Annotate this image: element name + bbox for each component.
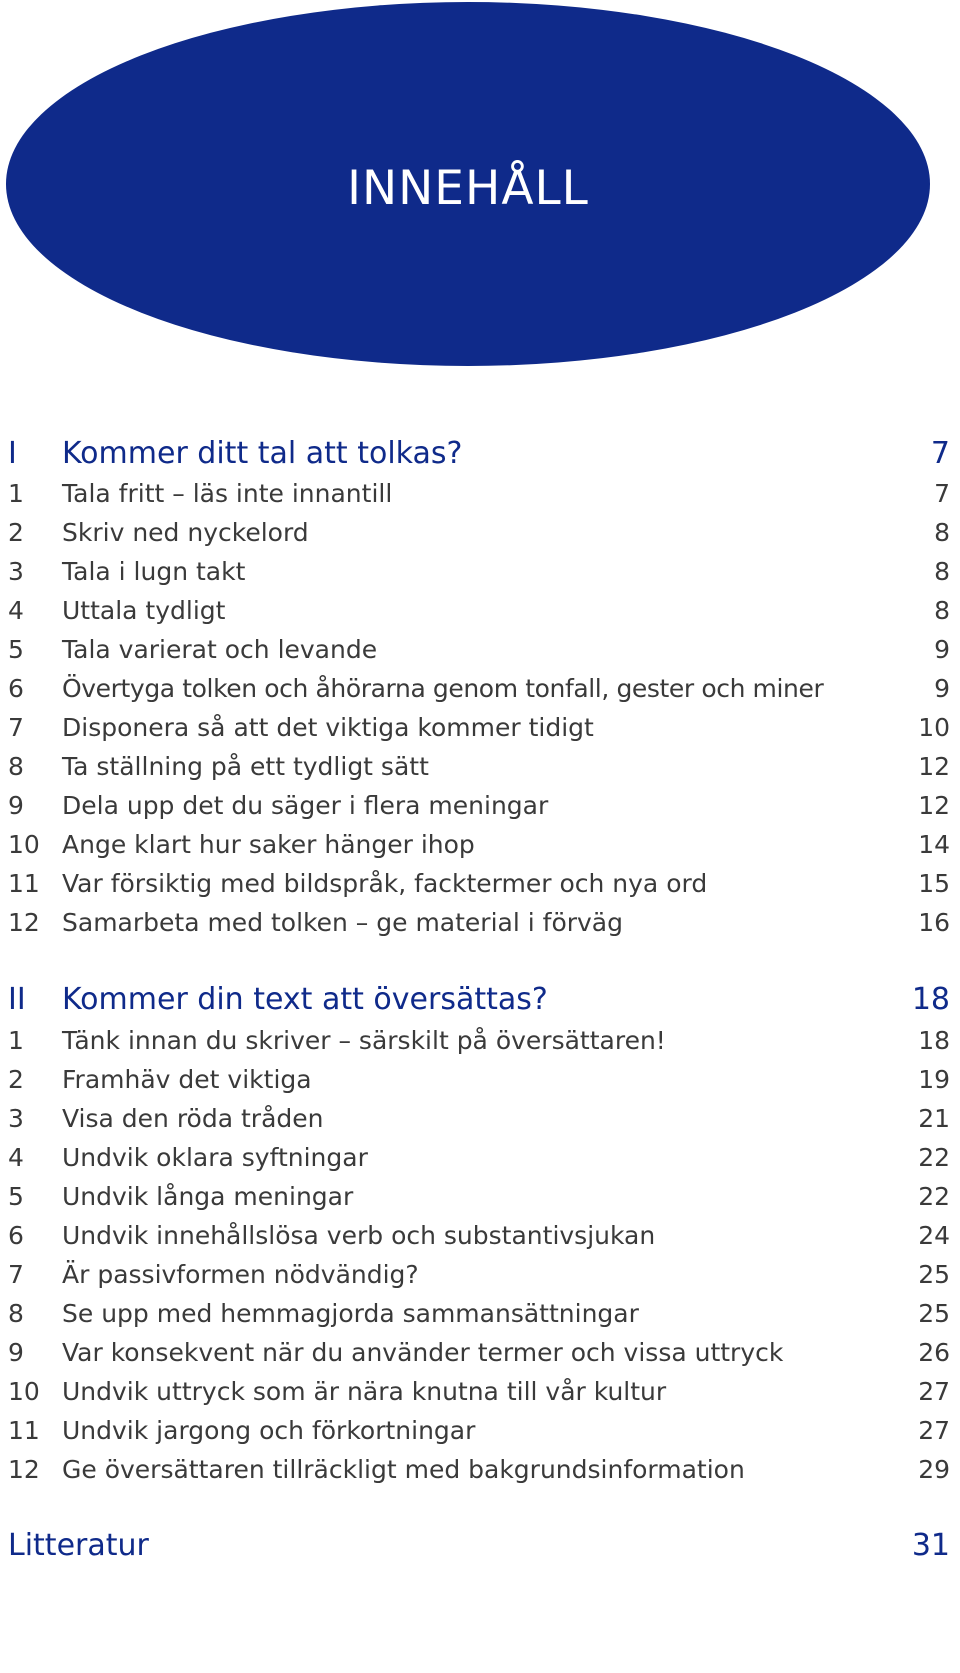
entry-number: 8	[8, 752, 24, 781]
toc-entry[interactable]	[8, 1371, 950, 1413]
toc-entry[interactable]	[8, 902, 950, 944]
entry-page: 8	[934, 596, 950, 625]
section-page: 7	[930, 436, 950, 471]
entry-page: 27	[918, 1377, 950, 1406]
entry-number: 5	[8, 1182, 24, 1211]
toc-entry[interactable]	[8, 1176, 950, 1218]
entry-page: 29	[918, 1455, 950, 1484]
toc-section-2[interactable]	[8, 979, 950, 1021]
entry-number: 6	[8, 674, 24, 703]
entry-title: Undvik innehållslösa verb och substantivsjukan	[62, 1221, 656, 1250]
entry-title: Undvik uttryck som är nära knutna till vår kultur	[62, 1377, 667, 1406]
section-page: 18	[911, 982, 950, 1017]
entry-page: 9	[934, 635, 950, 664]
entry-title: Var försiktig med bildspråk, facktermer och nya ord	[62, 869, 708, 898]
toc-entry[interactable]	[8, 473, 950, 515]
entry-title: Visa den röda tråden	[62, 1104, 324, 1133]
entry-number: 7	[8, 713, 24, 742]
entry-page: 18	[918, 1026, 950, 1055]
section-title: Kommer din text att översättas?	[62, 982, 548, 1017]
page-title: INNEHÅLL	[347, 160, 589, 216]
entry-page: 12	[918, 791, 950, 820]
entry-number: 12	[8, 908, 40, 937]
literature-page: 31	[911, 1528, 950, 1563]
entry-page: 10	[918, 713, 950, 742]
section-title: Kommer ditt tal att tolkas?	[62, 436, 463, 471]
entry-number: 5	[8, 635, 24, 664]
entry-page: 7	[934, 479, 950, 508]
toc-entry[interactable]	[8, 1293, 950, 1335]
entry-number: 3	[8, 557, 24, 586]
entry-page: 27	[918, 1416, 950, 1445]
entry-page: 26	[918, 1338, 950, 1367]
entry-title: Undvik oklara syftningar	[62, 1143, 368, 1172]
entry-number: 11	[8, 869, 40, 898]
toc-section-1[interactable]	[8, 433, 950, 475]
entry-page: 25	[918, 1299, 950, 1328]
entry-page: 22	[918, 1143, 950, 1172]
entry-number: 9	[8, 1338, 24, 1367]
entry-number: 7	[8, 1260, 24, 1289]
toc-entry[interactable]	[8, 1059, 950, 1101]
toc-entry[interactable]	[8, 668, 950, 710]
toc-entry[interactable]	[8, 629, 950, 671]
entry-title: Skriv ned nyckelord	[62, 518, 309, 547]
toc-literature[interactable]	[8, 1525, 950, 1567]
literature-title: Litteratur	[8, 1528, 149, 1563]
entry-title: Ta ställning på ett tydligt sätt	[62, 752, 429, 781]
toc-entry[interactable]	[8, 1332, 950, 1374]
toc-entry[interactable]	[8, 1137, 950, 1179]
entry-title: Övertyga tolken och åhörarna genom tonfall, gester och miner	[62, 674, 824, 703]
toc-entry[interactable]	[8, 824, 950, 866]
entry-page: 15	[918, 869, 950, 898]
entry-number: 1	[8, 479, 24, 508]
toc-entry[interactable]	[8, 512, 950, 554]
entry-page: 25	[918, 1260, 950, 1289]
entry-title: Framhäv det viktiga	[62, 1065, 312, 1094]
entry-page: 21	[918, 1104, 950, 1133]
entry-title: Tala fritt – läs inte innantill	[62, 479, 393, 508]
entry-page: 22	[918, 1182, 950, 1211]
toc-entry[interactable]	[8, 1449, 950, 1491]
toc-entry[interactable]	[8, 746, 950, 788]
entry-title: Disponera så att det viktiga kommer tidigt	[62, 713, 594, 742]
entry-title: Ge översättaren tillräckligt med bakgrundsinformation	[62, 1455, 745, 1484]
entry-number: 10	[8, 830, 40, 859]
entry-page: 19	[918, 1065, 950, 1094]
entry-number: 8	[8, 1299, 24, 1328]
section-number: I	[8, 436, 17, 471]
entry-page: 8	[934, 518, 950, 547]
entry-number: 4	[8, 1143, 24, 1172]
toc-entry[interactable]	[8, 1254, 950, 1296]
toc-entry[interactable]	[8, 1098, 950, 1140]
entry-title: Tala varierat och levande	[62, 635, 378, 664]
entry-title: Var konsekvent när du använder termer och vissa uttryck	[62, 1338, 784, 1367]
entry-title: Tala i lugn takt	[62, 557, 246, 586]
entry-page: 16	[918, 908, 950, 937]
entry-title: Se upp med hemmagjorda sammansättningar	[62, 1299, 639, 1328]
toc-entry[interactable]	[8, 551, 950, 593]
entry-number: 10	[8, 1377, 40, 1406]
entry-title: Tänk innan du skriver – särskilt på översättaren!	[62, 1026, 666, 1055]
entry-title: Undvik jargong och förkortningar	[62, 1416, 476, 1445]
toc-entry[interactable]	[8, 1020, 950, 1062]
entry-title: Samarbeta med tolken – ge material i förväg	[62, 908, 623, 937]
entry-number: 4	[8, 596, 24, 625]
entry-title: Är passivformen nödvändig?	[62, 1260, 419, 1289]
entry-number: 12	[8, 1455, 40, 1484]
entry-title: Dela upp det du säger i flera meningar	[62, 791, 549, 820]
entry-page: 12	[918, 752, 950, 781]
entry-number: 1	[8, 1026, 24, 1055]
toc-entry[interactable]	[8, 863, 950, 905]
toc-entry[interactable]	[8, 590, 950, 632]
entry-page: 14	[918, 830, 950, 859]
entry-title: Uttala tydligt	[62, 596, 226, 625]
entry-number: 3	[8, 1104, 24, 1133]
toc-entry[interactable]	[8, 707, 950, 749]
entry-number: 11	[8, 1416, 40, 1445]
entry-number: 9	[8, 791, 24, 820]
entry-page: 8	[934, 557, 950, 586]
entry-number: 2	[8, 1065, 24, 1094]
section-number: II	[8, 982, 26, 1017]
entry-page: 24	[918, 1221, 950, 1250]
entry-title: Undvik långa meningar	[62, 1182, 354, 1211]
toc-entry[interactable]	[8, 1410, 950, 1452]
entry-title: Ange klart hur saker hänger ihop	[62, 830, 475, 859]
toc-entry[interactable]	[8, 785, 950, 827]
entry-number: 6	[8, 1221, 24, 1250]
entry-page: 9	[934, 674, 950, 703]
toc-entry[interactable]	[8, 1215, 950, 1257]
entry-number: 2	[8, 518, 24, 547]
